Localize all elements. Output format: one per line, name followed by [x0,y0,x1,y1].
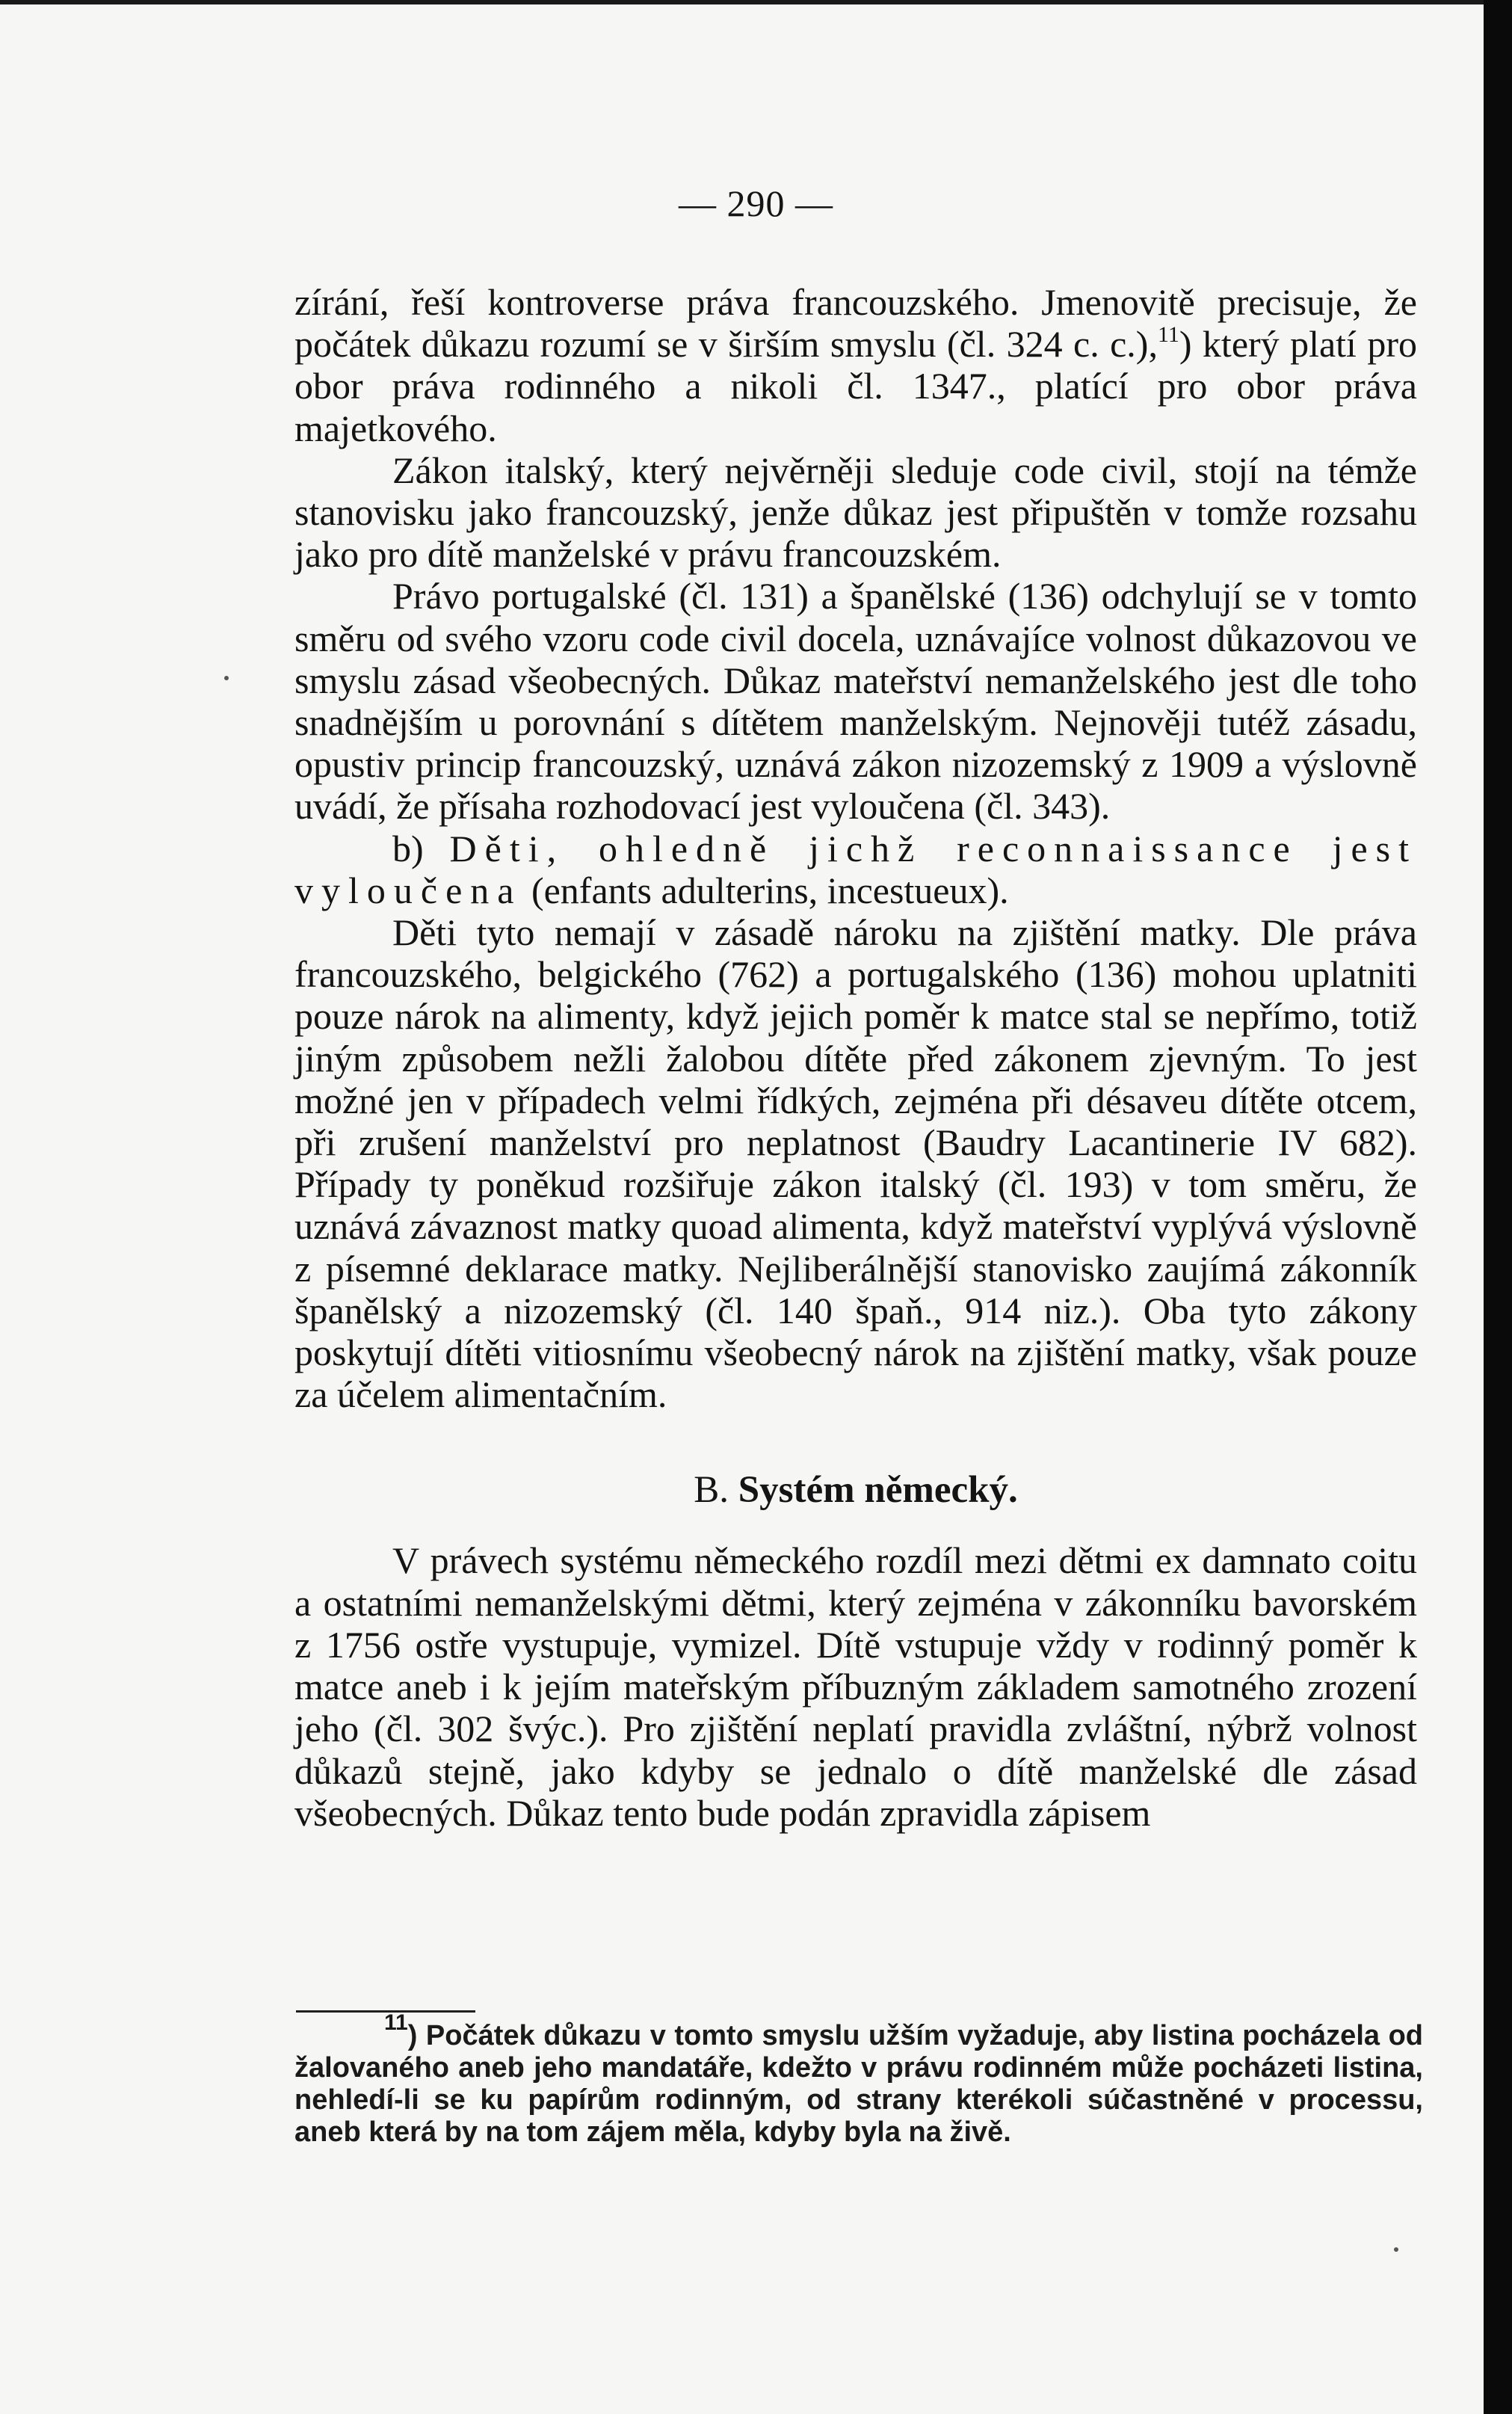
section-heading [294,1468,1417,1512]
scan-speck [1394,2247,1398,2252]
footnote-paragraph [294,2010,1423,2149]
body-text [294,281,1417,1834]
footnote-reference[interactable]: 11 [1157,322,1179,348]
paragraph-subheading-b [294,828,1417,911]
paragraph-text: ) který platí pro obor práva rodinného a nikoli čl. 1347., platící pro obor práva majetkového. [294,323,1417,449]
section-prefix: B. [694,1469,729,1512]
scan-border [1484,0,1512,2414]
page-number: — 290 — [679,182,833,224]
footnote-marker: 11 [384,2010,408,2035]
paragraph-children-rights: Děti tyto nemají v zásadě nároku na zjištění matky. Dle práva francouzského, belgického (762) a portugalského (136) mohou uplatniti pouze nárok na alimenty, když jejich poměr k matce stal se nepřímo, totiž jiným způsobem nežli žalobou dítěte před zákonem zjevným. To jest možné jen v případech velmi řídkých, zejména při désaveu dítěte otcem, při zrušení manželství pro neplatnost (Baudry Lacantinerie IV 682). Případy ty poněkud rozšiřuje zákon italský (čl. 193) v tom směru, že uznává závaznost matky quoad alimenta, když mateřství vyplývá výslovně z písemné deklarace matky. Nejliberálnější stanovisko zaujímá zákonník španělský a nizozemský (čl. 140 špaň., 914 niz.). Oba tyto zákony poskytují dítěti vitiosnímu všeobecný nárok na zjištění matky, však pouze za účelem alimentačním. [294,911,1417,1416]
footnote-text: ) Počátek důkazu v tomto smyslu užším vyžaduje, aby listina pocházela od žalovaného aneb jeho mandatáře, kdežto v právu rodinném může pocházeti listina, nehledí-li se ku papírům rodinným, od strany kterékoli súčastněné v processu, aneb která by na tom zájem měla, kdyby byla na živě. [294,2020,1423,2148]
paragraph-italian-law: Zákon italský, který nejvěrněji sleduje code civil, stojí na témže stanovisku jako francouzský, jenže důkaz jest připuštěn v tomže rozsahu jako pro dítě manželské v právu francouzském. [294,449,1417,576]
subheading-tail: (enfants adulterins, incestueux). [522,869,1009,911]
subheading-label: b) [392,827,450,869]
section-title: Systém německý. [738,1469,1018,1512]
subheading-spaced-text: Děti, ohledně jichž reconnaissance jest vyloučena [294,827,1418,911]
paragraph-german-system: V právech systému německého rozdíl mezi dětmi ex damnato coitu a ostatními nemanželskými dětmi, který zejména v zákonníku bavorském z 1756 ostře vystupuje, vymizel. Dítě vstupuje vždy v rodinný poměr k matce aneb i k jejím mateřským příbuzným základem samotného zrození jeho (čl. 302 švýc.). Pro zjištění neplatí pravidla zvláštní, nýbrž volnost důkazů stejně, jako kdyby se jednalo o dítě manželské dle zásad všeobecných. Důkaz tento bude podán zpravidla zápisem [294,1539,1417,1834]
footnote [294,2010,1423,2149]
paragraph-continuation [294,281,1417,449]
scan-speck [224,676,229,680]
paragraph-portuguese-spanish-law: Právo portugalské (čl. 131) a španělské (136) odchylují se v tomto směru od svého vzoru code civil docela, uznávajíce volnost důkazovou ve smyslu zásad všeobecných. Důkaz mateřství nemanželského jest dle toho snadnějším u porovnání s dítětem manželským. Nejnověji tutéž zásadu, opustiv princip francouzský, uznává zákon nizozemský z 1909 a výslovně uvádí, že přísaha rozhodovací jest vyloučena (čl. 343). [294,575,1417,828]
paragraph-text: zírání, řeší kontroverse práva francouzského. Jmenovitě precisuje, že počátek důkazu rozumí se v širším smyslu (čl. 324 c. c.), [294,281,1417,366]
